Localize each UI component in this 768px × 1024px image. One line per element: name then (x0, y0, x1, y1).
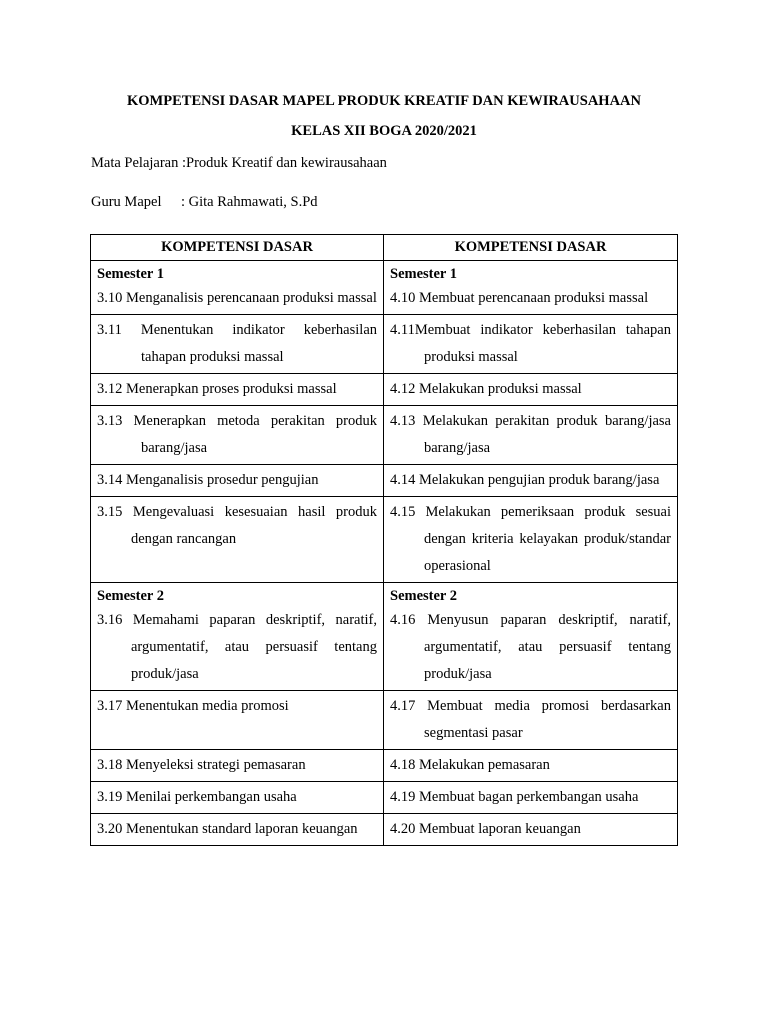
kd-item: 4.14 Melakukan pengujian produk barang/jasa (390, 472, 660, 488)
table-row (91, 814, 678, 846)
kd-item: 3.19 Menilai perkembangan usaha (97, 789, 297, 805)
table-row (91, 583, 678, 691)
table-row (91, 374, 678, 406)
cell-left (91, 782, 384, 814)
kd-item: 3.20 Menentukan standard laporan keuangan (97, 821, 358, 837)
kd-item: 3.11 Menentukan indikator keberhasilan tahapan produksi massal (97, 322, 377, 365)
cell-left (91, 583, 384, 691)
table-row (91, 691, 678, 750)
cell-right (384, 782, 678, 814)
kd-item: 3.10 Menganalisis perencanaan produksi massal (97, 290, 377, 306)
kd-item: 4.13 Melakukan perakitan produk barang/jasa barang/jasa (390, 413, 671, 456)
kd-item: 4.20 Membuat laporan keuangan (390, 821, 581, 837)
subject-value: Produk Kreatif dan kewirausahaan (186, 155, 387, 171)
kd-item: 3.13 Menerapkan metoda perakitan produk barang/jasa (97, 413, 377, 456)
header-left: KOMPETENSI DASAR (91, 235, 384, 261)
table-row (91, 261, 678, 315)
subject-label: Mata Pelajaran : (91, 155, 187, 171)
table-row (91, 782, 678, 814)
kd-item: 4.15 Melakukan pemeriksaan produk sesuai dengan kriteria kelayakan produk/standar operasional (390, 504, 671, 574)
table-header-row (91, 235, 678, 261)
cell-left (91, 465, 384, 497)
kd-item: 4.16 Menyusun paparan deskriptif, naratif, argumentatif, atau persuasif tentang produk/jasa (390, 612, 671, 682)
kd-item: 3.16 Memahami paparan deskriptif, naratif, argumentatif, atau persuasif tentang produk/jasa (97, 612, 377, 682)
semester-1-label-right: Semester 1 (390, 266, 457, 282)
cell-left (91, 750, 384, 782)
teacher-line (91, 194, 318, 211)
kd-item: 3.14 Menganalisis prosedur pengujian (97, 472, 319, 488)
kd-item: 4.17 Membuat media promosi berdasarkan segmentasi pasar (390, 698, 671, 741)
kd-item: 3.15 Mengevaluasi kesesuaian hasil produk dengan rancangan (97, 504, 377, 547)
header-right: KOMPETENSI DASAR (384, 235, 678, 261)
cell-right (384, 406, 678, 465)
kd-item: 3.18 Menyeleksi strategi pemasaran (97, 757, 306, 773)
semester-2-label-left: Semester 2 (97, 588, 164, 604)
table-row (91, 497, 678, 583)
kd-item: 4.18 Melakukan pemasaran (390, 757, 550, 773)
cell-right (384, 497, 678, 583)
table-row (91, 406, 678, 465)
semester-1-label-left: Semester 1 (97, 266, 164, 282)
kd-item: 3.17 Menentukan media promosi (97, 698, 289, 714)
cell-right (384, 315, 678, 374)
cell-right (384, 814, 678, 846)
document-subtitle: KELAS XII BOGA 2020/2021 (291, 123, 477, 139)
table-row (91, 750, 678, 782)
cell-left (91, 814, 384, 846)
cell-left (91, 315, 384, 374)
cell-right (384, 691, 678, 750)
semester-2-label-right: Semester 2 (390, 588, 457, 604)
subject-line (91, 155, 387, 172)
kd-item: 4.12 Melakukan produksi massal (390, 381, 582, 397)
cell-left (91, 261, 384, 315)
kd-item: 3.12 Menerapkan proses produksi massal (97, 381, 337, 397)
kd-item: 4.11Membuat indikator keberhasilan tahapan produksi massal (390, 322, 671, 365)
cell-left (91, 691, 384, 750)
kd-item: 4.10 Membuat perencanaan produksi massal (390, 290, 649, 306)
table-row (91, 315, 678, 374)
teacher-value: : Gita Rahmawati, S.Pd (181, 194, 318, 210)
cell-left (91, 406, 384, 465)
cell-left (91, 497, 384, 583)
teacher-label: Guru Mapel (91, 194, 162, 210)
cell-right (384, 261, 678, 315)
cell-right (384, 583, 678, 691)
competency-table (90, 234, 678, 846)
cell-right (384, 374, 678, 406)
cell-right (384, 750, 678, 782)
document-title: KOMPETENSI DASAR MAPEL PRODUK KREATIF DAN KEWIRAUSAHAAN (127, 93, 641, 109)
table-row (91, 465, 678, 497)
cell-left (91, 374, 384, 406)
kd-item: 4.19 Membuat bagan perkembangan usaha (390, 789, 639, 805)
cell-right (384, 465, 678, 497)
